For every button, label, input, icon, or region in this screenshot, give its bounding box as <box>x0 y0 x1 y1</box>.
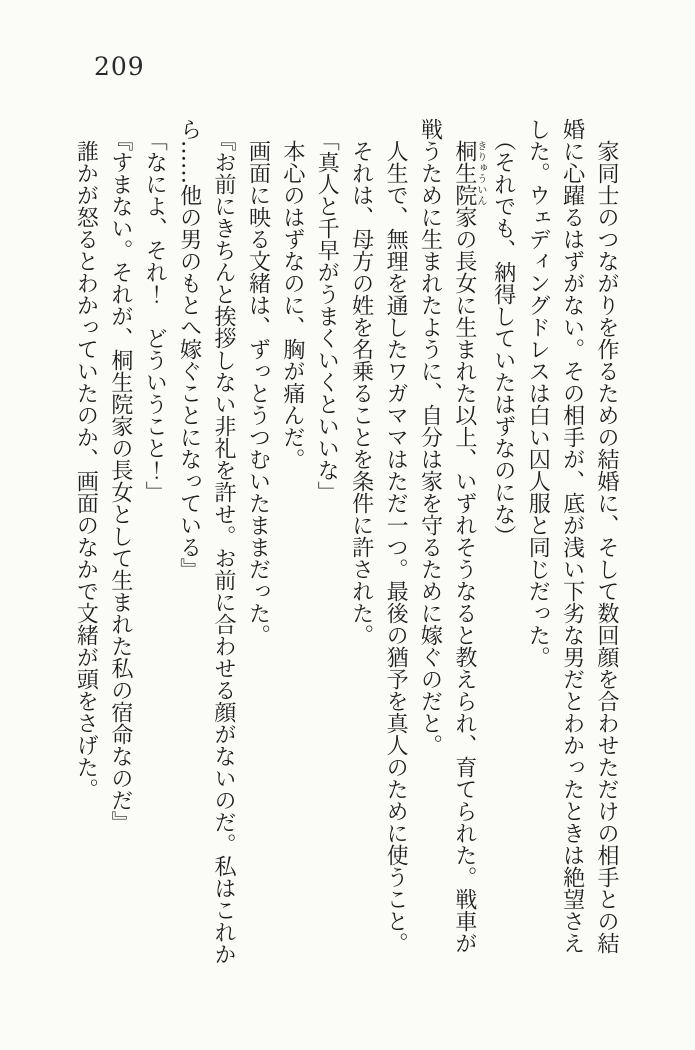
paragraph-9: 『お前にきちんと挨拶しない非礼を許せ。お前に合わせる顔がないのだ。私はこれから……他の男のもとへ嫁ぐことになっている』 <box>176 118 237 965</box>
paragraph-4: 人生で、無理を通したワガママはただ一つ。最後の猶予を真人のために使うこと。 <box>383 140 409 954</box>
paragraph-6: 「真人と千早がうまくいくといいな」 <box>314 129 340 503</box>
paragraph-3: 桐生院きりゅういん家の長女に生まれた以上、いずれそうなると教えられ、育てられた。戦車が戦うために生まれたように、自分は家を守るために嫁ぐのだと。 <box>417 118 486 954</box>
main-text-block <box>69 118 623 966</box>
paragraph-2: （それでも、納得していたはずなのにな） <box>490 129 516 547</box>
paragraph-8: 画面に映る文緒は、ずっとうつむいたままだった。 <box>245 140 271 646</box>
paragraph-7: 本心のはずなのに、胸が痛んだ。 <box>279 140 305 470</box>
paragraph-5: それは、母方の姓を名乗ることを条件に許された。 <box>348 140 374 646</box>
paragraph-12: 誰かが怒るとわかっていたのか、画面のなかで文緒が頭をさげた。 <box>73 140 99 800</box>
paragraph-1: 家同士のつながりを作るための結婚に、そして数回顔を合わせただけの相手との結婚に心躍るはずがない。その相手が、底が浅い下劣な男だとわかったときは絶望さえした。ウェディングドレスは白い囚人服と同じだった。 <box>525 118 619 954</box>
furigana-ruby: 桐生院きりゅういん <box>451 140 486 206</box>
paragraph-10: 「なによ、それ！ どういうこと！」 <box>142 129 168 503</box>
paragraph-11: 『すまない。それが、桐生院家の長女として生まれた私の宿命なのだ』 <box>107 129 133 833</box>
page-number: 209 <box>94 52 145 81</box>
